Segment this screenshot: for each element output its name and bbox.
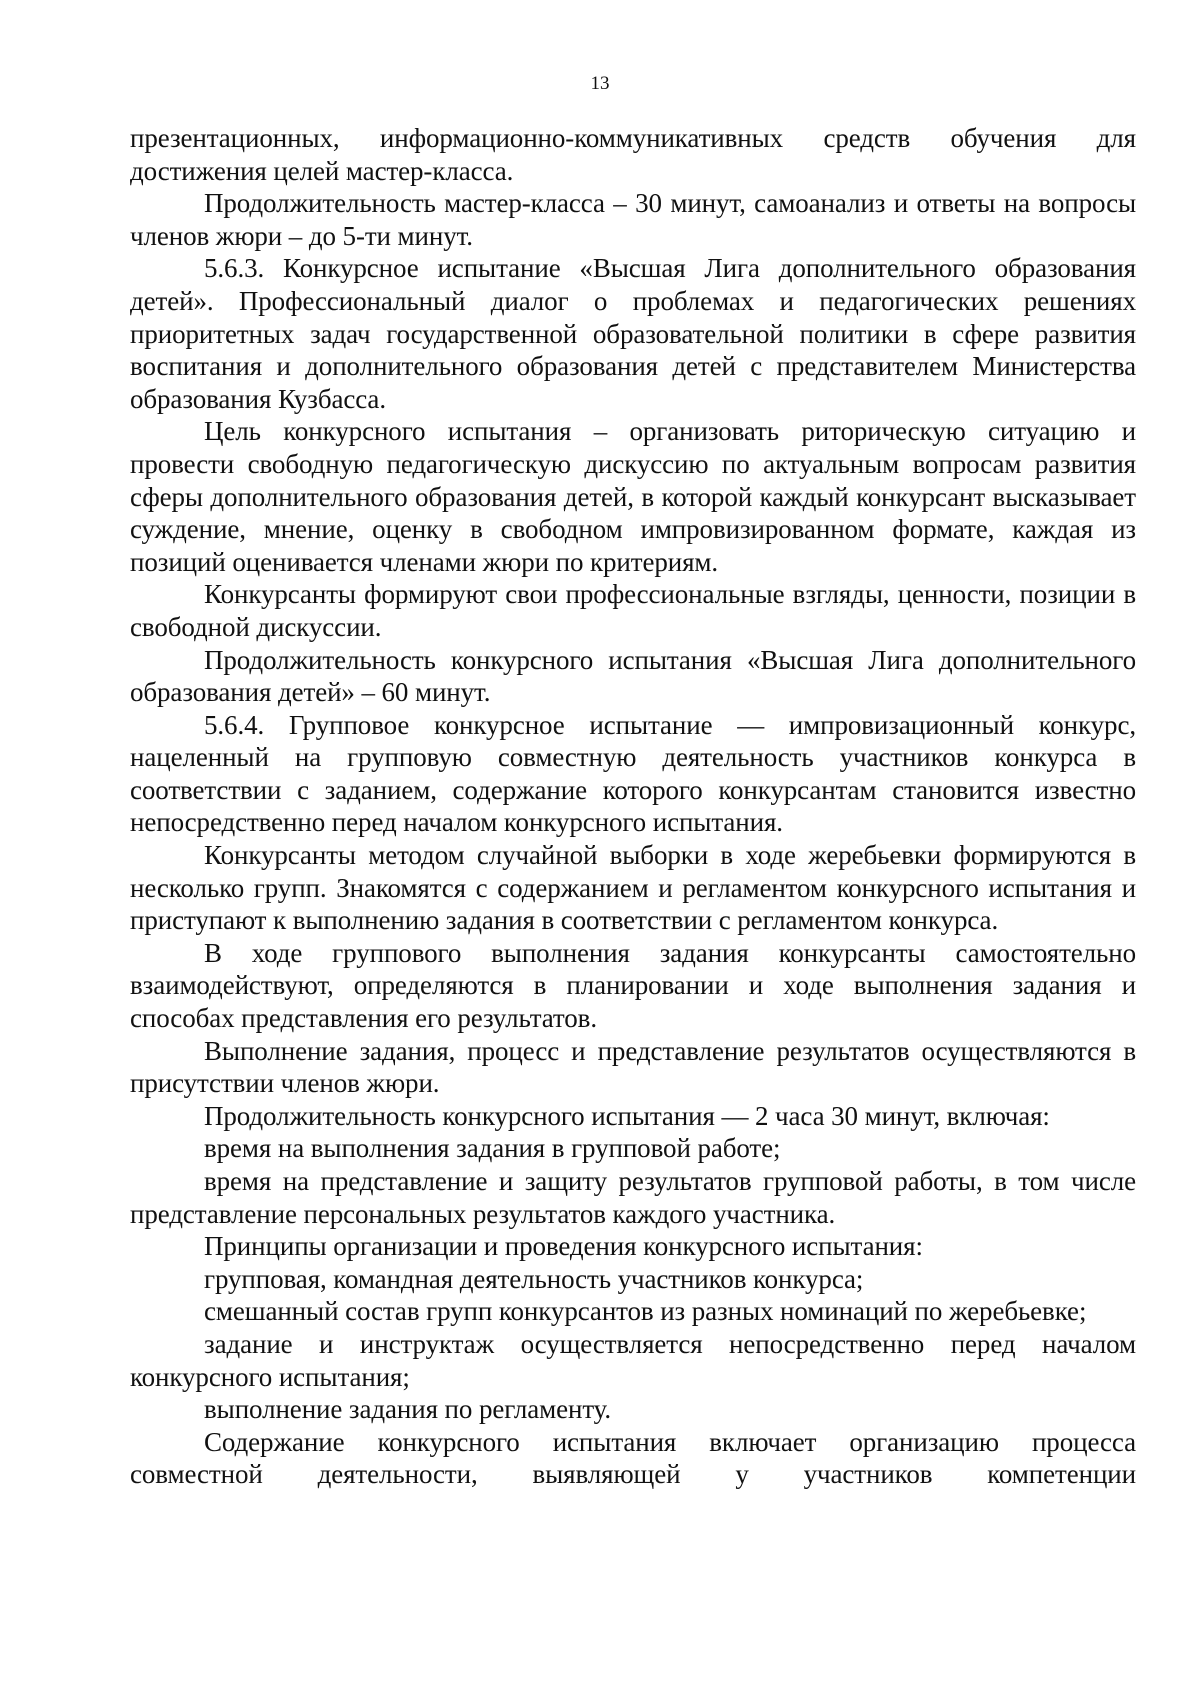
paragraph: Продолжительность конкурсного испытания «Высшая Лига дополнительного образования детей» – 60 минут. [130, 644, 1136, 708]
paragraph: Конкурсанты методом случайной выборки в ходе жеребьевки формируются в несколько групп. Знакомятся с содержанием и регламентом конкурсного испытания и приступают к выполнению задания в соответствии с регламентом конкурса. [130, 840, 1136, 936]
paragraph: В ходе группового выполнения задания конкурсанты самостоятельно взаимодействуют, определяются в планировании и ходе выполнения задания и способах представления его результатов. [130, 937, 1136, 1034]
list-item: время на представление и защиту результатов групповой работы, в том числе представление персональных результатов каждого участника. [130, 1166, 1136, 1229]
list-item: групповая, командная деятельность участников конкурса; [204, 1263, 864, 1294]
paragraph: Содержание конкурсного испытания включает организацию процесса совместной деятельности, выявляющей у участников компетенции [130, 1426, 1136, 1490]
paragraph: Продолжительность мастер-класса – 30 минут, самоанализ и ответы на вопросы членов жюри – до 5-ти минут. [130, 188, 1136, 251]
list-item: задание и инструктаж осуществляется непосредственно перед началом конкурсного испытания; [130, 1328, 1136, 1392]
paragraph: Цель конкурсного испытания – организовать риторическую ситуацию и провести свободную педагогическую дискуссию по актуальным вопросам развития сферы дополнительного образования детей, в которой каждый конкурсант высказывает суждение, мнение, оценку в свободном импровизированном формате, каждая из позиций оценивается членами жюри по критериям. [130, 416, 1136, 577]
paragraph: презентационных, информационно-коммуникативных средств обучения для достижения целей мастер-класса. [130, 123, 1136, 186]
paragraph: Принципы организации и проведения конкурсного испытания: [204, 1231, 923, 1262]
paragraph: Выполнение задания, процесс и представление результатов осуществляются в присутствии членов жюри. [130, 1035, 1136, 1099]
page-number: 13 [590, 73, 610, 94]
paragraph: Продолжительность конкурсного испытания — 2 часа 30 минут, включая: [204, 1100, 1050, 1131]
list-item: смешанный состав групп конкурсантов из разных номинаций по жеребьевке; [204, 1296, 1087, 1327]
paragraph: 5.6.3. Конкурсное испытание «Высшая Лига дополнительного образования детей». Профессиональный диалог о проблемах и педагогических решениях приоритетных задач государственной образовательной политики в сфере развития воспитания и дополнительного образования детей с представителем Министерства образования Кузбасса. [130, 253, 1136, 414]
paragraph: 5.6.4. Групповое конкурсное испытание — импровизационный конкурс, нацеленный на групповую совместную деятельность участников конкурса в соответствии с заданием, содержание которого конкурсантам становится известно непосредственно перед началом конкурсного испытания. [130, 709, 1136, 838]
list-item: время на выполнения задания в групповой работе; [204, 1133, 781, 1164]
document-body [130, 122, 1136, 1491]
list-item: выполнение задания по регламенту. [204, 1394, 612, 1425]
paragraph: Конкурсанты формируют свои профессиональные взгляды, ценности, позиции в свободной дискуссии. [130, 579, 1136, 642]
